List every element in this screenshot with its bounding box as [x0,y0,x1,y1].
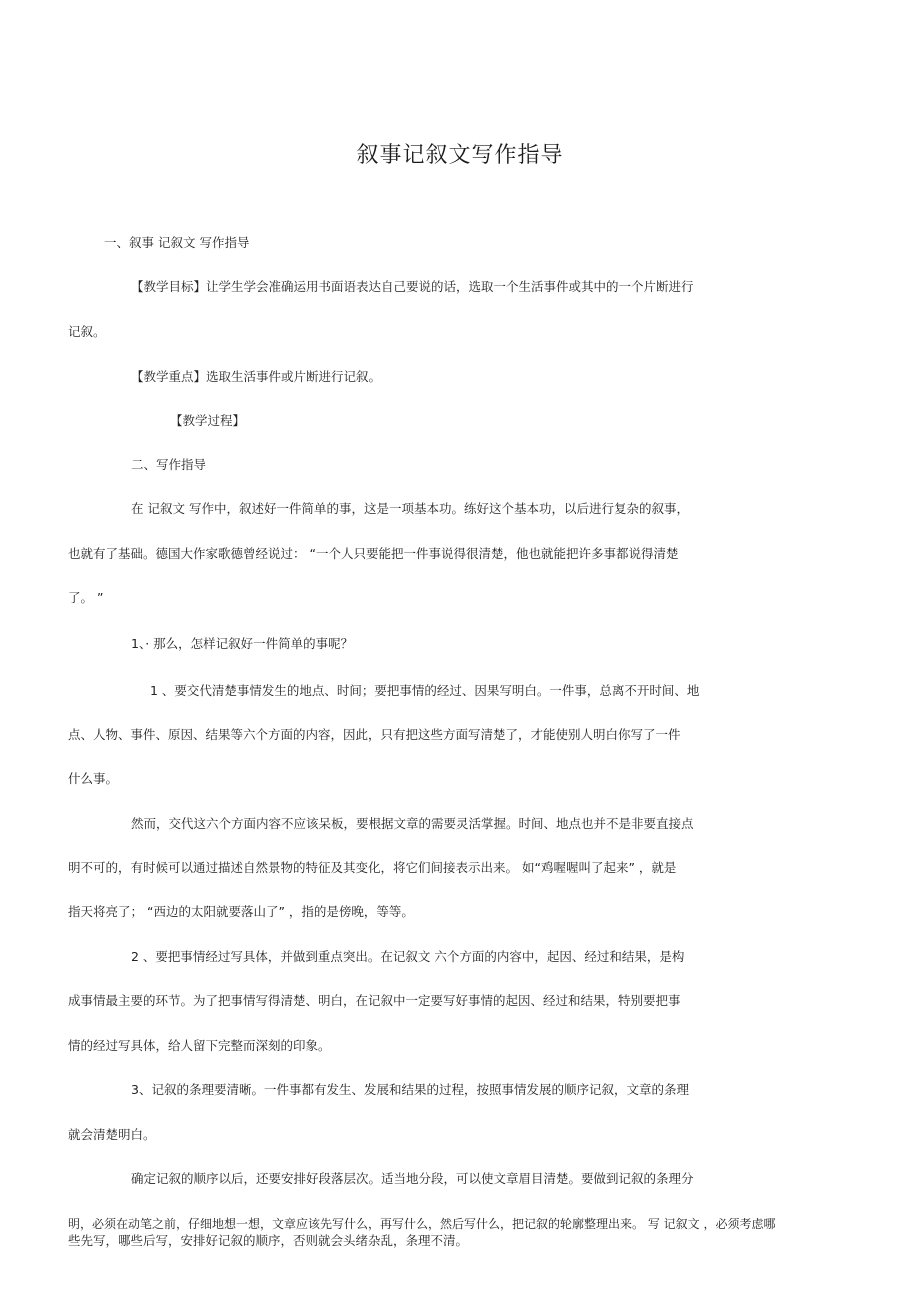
section-heading-2: 二、写作指导 [131,457,207,472]
paragraph-line: 点、人物、事件、原因、结果等六个方面的内容，因此，只有把这些方面写清楚了，才能使别人明白你写了一件 [68,727,681,742]
paragraph-line: 记叙。 [68,324,106,339]
paragraph-line: 什么事。 [68,771,119,786]
paragraph-line: 就会清楚明白。 [68,1127,156,1142]
document-title: 叙事记叙文写作指导 [356,143,564,168]
paragraph-line: 【教学目标】让学生学会准确运用书面语表达自己要说的话，选取一个生活事件或其中的一个片断进行 [131,279,694,294]
paragraph-line: 【教学重点】选取生活事件或片断进行记叙。 [131,369,382,384]
paragraph-line: 明不可的，有时候可以通过描述自然景物的特征及其变化，将它们间接表示出来。 如“鸡喔喔叫了起来” ，就是 [68,860,677,875]
paragraph-line: 1 、要交代清楚事情发生的地点、时间；要把事情的经过、因果写明白。一件事，总离不开时间、地 [150,683,700,698]
paragraph-line: 明，必须在动笔之前，仔细地想一想，文章应该先写什么，再写什么，然后写什么，把记叙的轮廓整理出来。 写 记叙文 ，必须考虑哪 [68,1217,776,1231]
paragraph-line: 然而，交代这六个方面内容不应该呆板，要根据文章的需要灵活掌握。时间、地点也并不是非要直接点 [131,816,694,831]
paragraph-line: 了。 ” [68,590,104,605]
paragraph-line: 1、· 那么，怎样记叙好一件简单的事呢？ [131,636,354,651]
paragraph-line: 也就有了基础。德国大作家歌德曾经说过： “一个人只要能把一件事说得很清楚，他也就能把许多事都说得清楚 [68,546,679,561]
paragraph-line: 些先写，哪些后写，安排好记叙的顺序，否则就会头绪杂乱，条理不清。 [68,1233,469,1248]
paragraph-line: 在 记叙文 写作中，叙述好一件简单的事，这是一项基本功。练好这个基本功，以后进行复杂的叙事， [131,501,689,516]
paragraph-line: 3、记叙的条理要清晰。一件事都有发生、发展和结果的过程，按照事情发展的顺序记叙，文章的条理 [131,1082,689,1097]
paragraph-line: 2 、要把事情经过写具体，并做到重点突出。在记叙文 六个方面的内容中，起因、经过和结果，是构 [131,949,685,964]
paragraph-line: 【教学过程】 [170,413,246,428]
paragraph-line: 成事情最主要的环节。为了把事情写得清楚、明白，在记叙中一定要写好事情的起因、经过和结果，特别要把事 [68,993,681,1008]
paragraph-line: 确定记叙的顺序以后，还要安排好段落层次。适当地分段，可以使文章眉目清楚。要做到记叙的条理分 [131,1171,694,1186]
paragraph-line: 指天将亮了； “西边的太阳就要落山了” ，指的是傍晚，等等。 [68,904,414,919]
paragraph-line: 情的经过写具体，给人留下完整而深刻的印象。 [68,1038,331,1053]
section-heading-1: 一、叙事 记叙文 写作指导 [104,235,250,250]
